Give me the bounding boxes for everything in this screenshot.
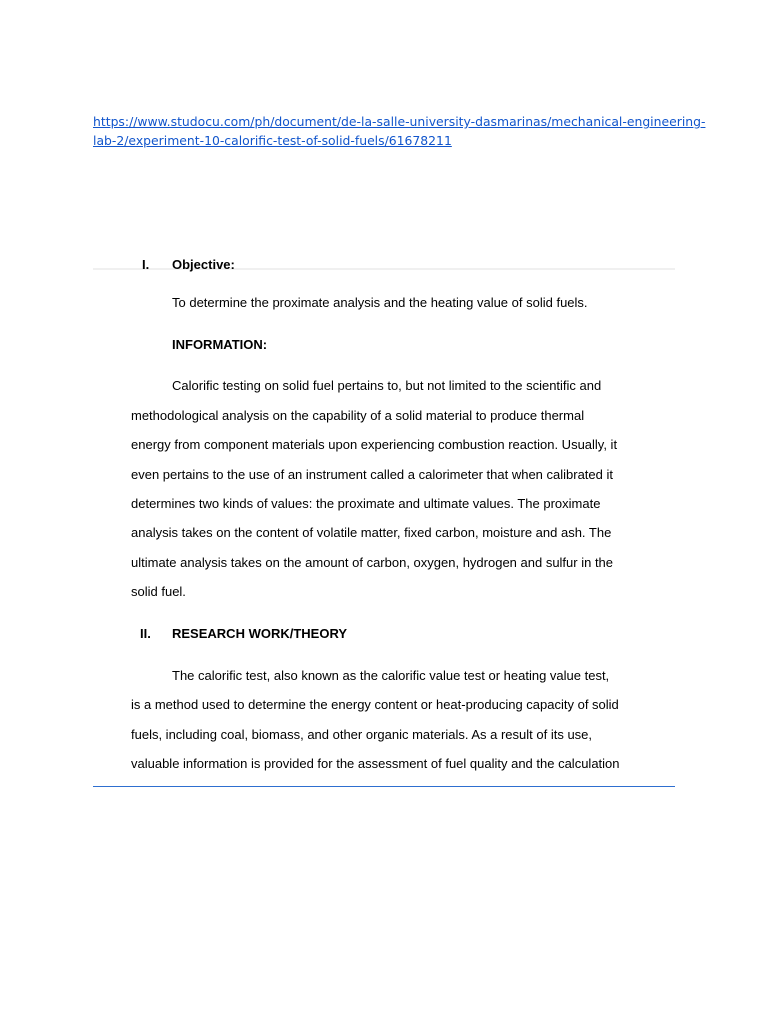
section-1-numeral: I. bbox=[142, 257, 150, 272]
theory-line-2: is a method used to determine the energy content or heat-producing capacity of solid bbox=[131, 697, 619, 712]
section-1-title: Objective: bbox=[172, 257, 235, 272]
source-link[interactable] bbox=[93, 113, 706, 150]
information-line-2: methodological analysis on the capability of a solid material to produce thermal bbox=[131, 408, 585, 423]
source-link-line-1[interactable]: https://www.studocu.com/ph/document/de-la-salle-university-dasmarinas/mechanical-engineering- bbox=[93, 114, 706, 129]
information-line-1: Calorific testing on solid fuel pertains to, but not limited to the scientific and bbox=[172, 378, 602, 393]
information-line-6: analysis takes on the content of volatile matter, fixed carbon, moisture and ash. The bbox=[131, 525, 612, 540]
information-line-5: determines two kinds of values: the proximate and ultimate values. The proximate bbox=[131, 496, 601, 511]
theory-line-4: valuable information is provided for the assessment of fuel quality and the calculation bbox=[131, 756, 620, 771]
theory-line-1: The calorific test, also known as the calorific value test or heating value test, bbox=[172, 668, 610, 683]
section-2-numeral: II. bbox=[140, 626, 151, 641]
information-line-7: ultimate analysis takes on the amount of carbon, oxygen, hydrogen and sulfur in the bbox=[131, 555, 614, 570]
information-line-8: solid fuel. bbox=[131, 584, 186, 599]
source-link-line-2[interactable]: lab-2/experiment-10-calorific-test-of-solid-fuels/61678211 bbox=[93, 132, 452, 148]
objective-text: To determine the proximate analysis and the heating value of solid fuels. bbox=[172, 295, 588, 310]
embedded-document-snippet bbox=[93, 257, 675, 787]
section-2-title: RESEARCH WORK/THEORY bbox=[172, 626, 348, 641]
information-line-4: even pertains to the use of an instrument called a calorimeter that when calibrated it bbox=[131, 467, 613, 482]
theory-line-3: fuels, including coal, biomass, and other organic materials. As a result of its use, bbox=[131, 727, 593, 742]
information-title: INFORMATION: bbox=[172, 337, 268, 352]
information-line-3: energy from component materials upon experiencing combustion reaction. Usually, it bbox=[131, 437, 618, 452]
